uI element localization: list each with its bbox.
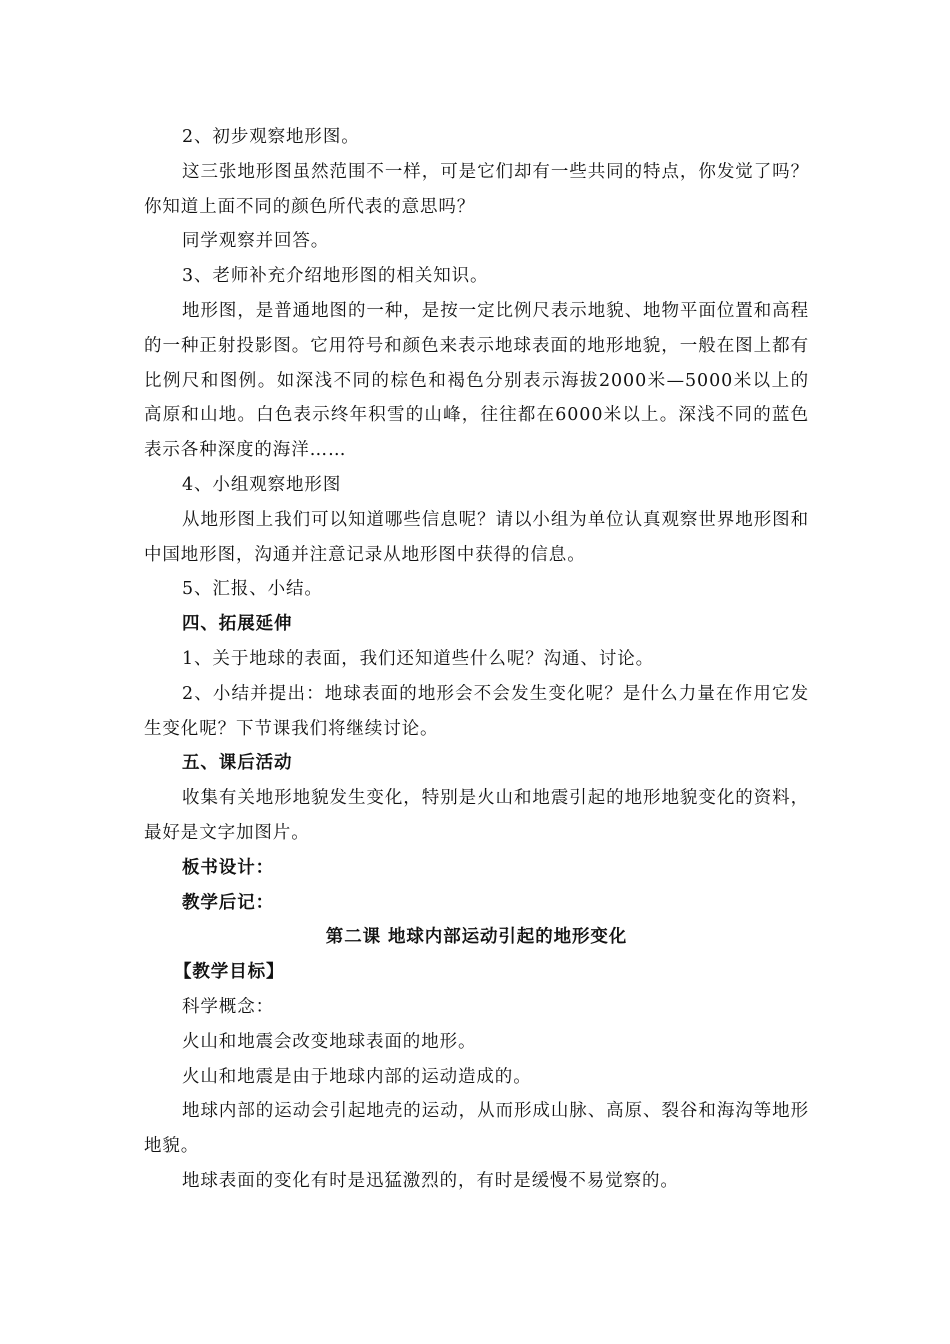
extension-item-2: 2、小结并提出：地球表面的地形会不会发生变化呢？是什么力量在作用它发生变化呢？下节课我们将继续讨论。 xyxy=(144,683,809,739)
student-answer-line: 同学观察并回答。 xyxy=(182,231,330,252)
group-observation-paragraph: 从地形图上我们可以知道哪些信息呢？请以小组为单位认真观察世界地形图和中国地形图，沟通并注意记录从地形图中获得的信息。 xyxy=(144,509,809,565)
teaching-goals-heading: 【教学目标】 xyxy=(174,962,285,983)
concept-2: 火山和地震是由于地球内部的运动造成的。 xyxy=(182,1066,532,1087)
step-4-heading: 4、小组观察地形图 xyxy=(182,474,342,495)
extension-item-1: 1、关于地球的表面，我们还知道些什么呢？沟通、讨论。 xyxy=(182,648,655,669)
board-design-label: 板书设计： xyxy=(182,857,274,878)
concept-3: 地球内部的运动会引起地壳的运动，从而形成山脉、高原、裂谷和海沟等地形地貌。 xyxy=(144,1101,809,1157)
step-2-heading: 2、初步观察地形图。 xyxy=(182,127,360,147)
after-class-activity: 收集有关地形地貌发生变化，特别是火山和地震引起的地形地貌变化的资料，最好是文字加图片。 xyxy=(144,788,809,843)
teaching-notes-label: 教学后记： xyxy=(182,892,274,913)
concept-4: 地球表面的变化有时是迅猛激烈的，有时是缓慢不易觉察的。 xyxy=(182,1170,679,1191)
topographic-map-explanation: 地形图，是普通地图的一种，是按一定比例尺表示地貌、地物平面位置和高程的一种正射投影图。它用符号和颜色来表示地球表面的地形地貌，一般在图上都有比例尺和图例。如深浅不同的棕色和褐色分别表示海拔2000米—5000米以上的高原和山地。白色表示终年积雪的山峰，往往都在6000米以上。深浅不同的蓝色表示各种深度的海洋…… xyxy=(144,300,809,461)
lesson-2-title: 第二课 地球内部运动引起的地形变化 xyxy=(325,927,628,948)
science-concepts-label: 科学概念： xyxy=(182,996,274,1017)
section-5-heading: 五、课后活动 xyxy=(182,753,293,774)
concept-1: 火山和地震会改变地球表面的地形。 xyxy=(182,1031,477,1052)
document-body xyxy=(144,120,809,1199)
section-4-heading: 四、拓展延伸 xyxy=(182,614,293,635)
step-5-heading: 5、汇报、小结。 xyxy=(182,579,323,600)
question-paragraph: 这三张地形图虽然范围不一样，可是它们却有一些共同的特点，你发觉了吗？你知道上面不同的颜色所代表的意思吗？ xyxy=(144,161,809,217)
step-3-heading: 3、老师补充介绍地形图的相关知识。 xyxy=(182,266,489,287)
